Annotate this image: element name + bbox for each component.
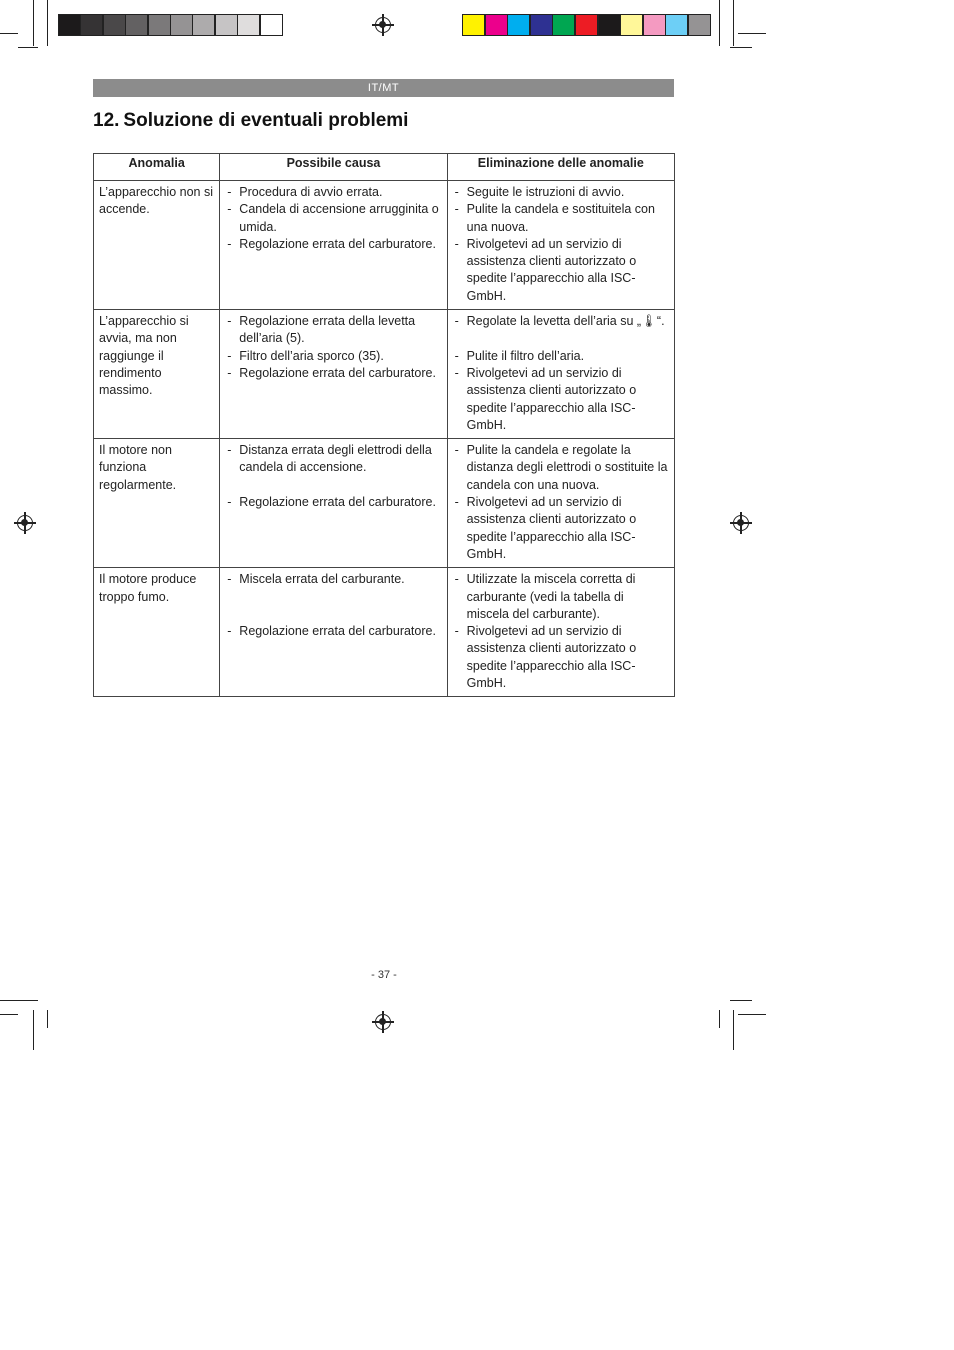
anomaly-cell: L’apparecchio non si accende. xyxy=(94,181,220,310)
crop-mark xyxy=(47,1010,48,1028)
section-number: 12. xyxy=(93,110,120,131)
anomaly-cell: Il motore produce troppo fumo. xyxy=(94,568,220,697)
remedy-item: - Pulite la candela e regolate la distanza degli elettrodi o sostituite la candela con una nuova. xyxy=(453,442,669,494)
grey-swatch xyxy=(125,14,148,36)
cause-item: - Filtro dell’aria sporco (35). xyxy=(225,348,441,365)
page-number: - 37 - xyxy=(371,969,397,981)
remedy-item: - Pulite il filtro dell’aria. xyxy=(453,348,669,365)
table-row xyxy=(94,181,675,310)
grey-swatch xyxy=(192,14,215,36)
cause-cell xyxy=(220,181,447,310)
cause-item: - Regolazione errata del carburatore. xyxy=(225,623,441,640)
remedy-item: - Rivolgetevi ad un servizio di assistenza clienti autorizzato o spedite l’apparecchio alla ISC-GmbH. xyxy=(453,623,669,692)
colour-swatch xyxy=(552,14,575,36)
remedy-cell xyxy=(447,310,674,439)
remedy-cell xyxy=(447,439,674,568)
table-row xyxy=(94,310,675,439)
crop-mark xyxy=(738,1014,766,1015)
colour-swatch xyxy=(575,14,598,36)
column-header-anomaly: Anomalia xyxy=(94,154,220,181)
cause-item: - Procedura di avvio errata. xyxy=(225,184,441,201)
crop-mark xyxy=(738,33,766,34)
grey-swatch xyxy=(215,14,238,36)
grey-swatch xyxy=(260,14,283,36)
crop-mark xyxy=(33,1010,34,1050)
cause-cell xyxy=(220,310,447,439)
language-band: IT/MT xyxy=(93,79,674,97)
anomaly-cell: Il motore non funziona regolarmente. xyxy=(94,439,220,568)
remedy-item: - Rivolgetevi ad un servizio di assistenza clienti autorizzato o spedite l’apparecchio alla ISC-GmbH. xyxy=(453,236,669,305)
crop-mark xyxy=(33,0,34,46)
column-header-remedy: Eliminazione delle anomalie xyxy=(447,154,674,181)
crop-mark xyxy=(0,33,18,34)
anomaly-cell: L’apparecchio si avvia, ma non raggiunge il rendimento massimo. xyxy=(94,310,220,439)
cause-item: - Regolazione errata della levetta dell’aria (5). xyxy=(225,313,441,348)
crop-mark xyxy=(47,0,48,46)
grey-swatch xyxy=(237,14,260,36)
cause-item: - Miscela errata del carburante. xyxy=(225,571,441,588)
grey-swatch xyxy=(80,14,103,36)
column-header-cause: Possibile causa xyxy=(220,154,447,181)
remedy-item: - Rivolgetevi ad un servizio di assistenza clienti autorizzato o spedite l’apparecchio alla ISC-GmbH. xyxy=(453,365,669,434)
cause-item: - Regolazione errata del carburatore. xyxy=(225,494,441,511)
registration-mark-icon xyxy=(375,1014,391,1030)
crop-mark xyxy=(0,1000,38,1001)
crop-mark xyxy=(0,1014,18,1015)
remedy-item: - Pulite la candela e sostituitela con una nuova. xyxy=(453,201,669,236)
table-header-row xyxy=(94,154,675,181)
troubleshooting-table xyxy=(93,153,675,697)
colour-swatch xyxy=(620,14,643,36)
colour-swatch xyxy=(643,14,666,36)
crop-mark xyxy=(719,1010,720,1028)
colour-swatch xyxy=(598,14,621,36)
cause-item: - Distanza errata degli elettrodi della candela di accensione. xyxy=(225,442,441,477)
remedy-item: - Rivolgetevi ad un servizio di assistenza clienti autorizzato o spedite l’apparecchio alla ISC-GmbH. xyxy=(453,494,669,563)
cause-item: - Regolazione errata del carburatore. xyxy=(225,365,441,382)
registration-mark-icon xyxy=(375,17,391,33)
cause-cell xyxy=(220,568,447,697)
remedy-cell xyxy=(447,568,674,697)
colour-swatch xyxy=(688,14,711,36)
colour-swatch xyxy=(665,14,688,36)
cause-item: - Candela di accensione arrugginita o umida. xyxy=(225,201,441,236)
remedy-item: - Seguite le istruzioni di avvio. xyxy=(453,184,669,201)
crop-mark xyxy=(18,47,38,48)
crop-mark xyxy=(730,47,752,48)
crop-mark xyxy=(719,0,720,46)
colour-swatch xyxy=(507,14,530,36)
registration-mark-icon xyxy=(733,515,749,531)
remedy-item: - Regolate la levetta dell’aria su „🌡“. xyxy=(453,313,669,330)
colour-swatch xyxy=(462,14,485,36)
colour-swatch xyxy=(485,14,508,36)
crop-mark xyxy=(730,1000,752,1001)
remedy-cell xyxy=(447,181,674,310)
cause-cell xyxy=(220,439,447,568)
registration-mark-icon xyxy=(17,515,33,531)
crop-mark xyxy=(733,1010,734,1050)
remedy-item: - Utilizzate la miscela corretta di carburante (vedi la tabella di miscela del carburante). xyxy=(453,571,669,623)
table-row xyxy=(94,439,675,568)
grey-swatch xyxy=(148,14,171,36)
table-row xyxy=(94,568,675,697)
section-title-text: Soluzione di eventuali problemi xyxy=(123,110,409,131)
colour-swatch xyxy=(530,14,553,36)
crop-mark xyxy=(733,0,734,46)
grey-swatch xyxy=(170,14,193,36)
grey-swatch xyxy=(103,14,126,36)
section-title xyxy=(93,110,408,132)
grey-swatch xyxy=(58,14,81,36)
cause-item: - Regolazione errata del carburatore. xyxy=(225,236,441,253)
